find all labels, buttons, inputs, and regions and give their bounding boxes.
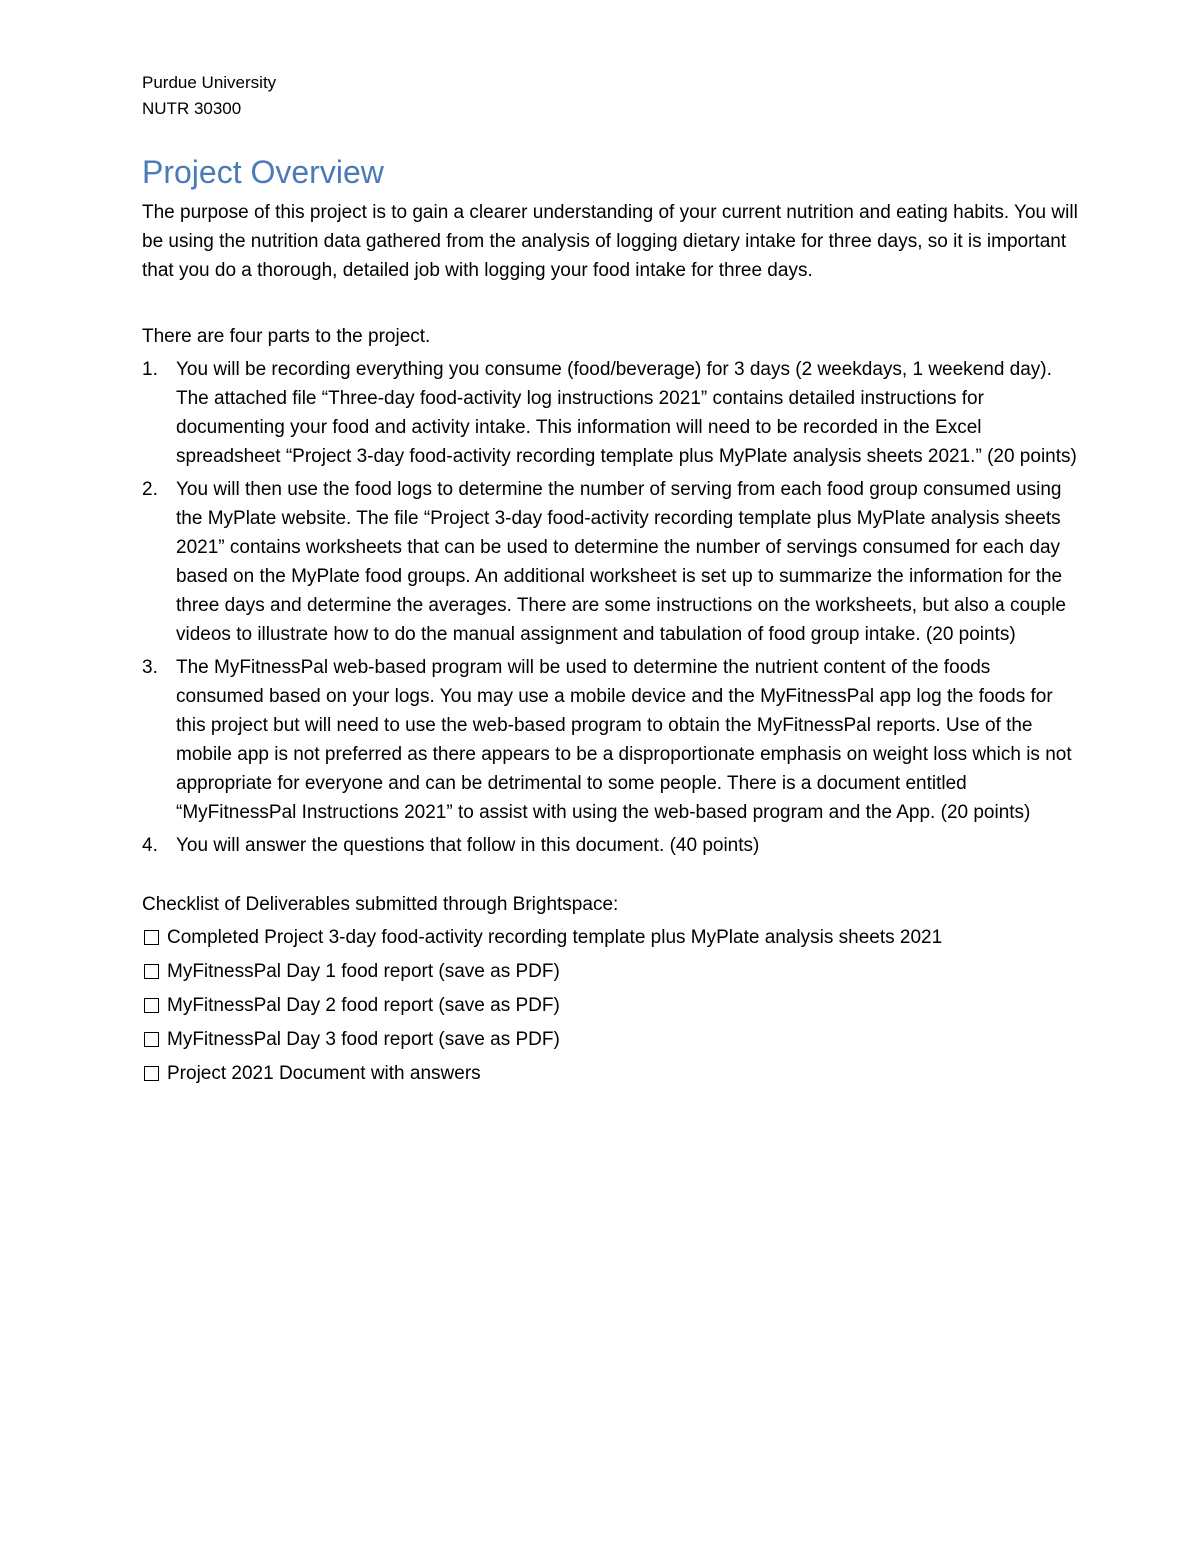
checklist-item [142, 923, 1082, 952]
checklist-item [142, 1059, 1082, 1088]
checklist-item-label: MyFitnessPal Day 3 food report (save as PDF) [167, 1029, 560, 1050]
list-item [142, 653, 1082, 827]
checklist-item [142, 1025, 1082, 1054]
list-item [142, 355, 1082, 471]
checkbox-icon[interactable] [144, 1066, 159, 1081]
checkbox-icon[interactable] [144, 930, 159, 945]
checklist-item-label: MyFitnessPal Day 2 food report (save as PDF) [167, 995, 560, 1016]
list-number: 4. [142, 835, 158, 856]
list-item-text: You will then use the food logs to determine the number of serving from each food group consumed using the MyPlate website. The file “Project 3-day food-activity recording template plus MyPlate analysis sheets 2021” contains worksheets that can be used to determine the number of servings consumed for each day based on the MyPlate food groups. An additional worksheet is set up to summarize the information for the three days and determine the averages. There are some instructions on the worksheets, but also a couple videos to illustrate how to do the manual assignment and tabulation of food group intake. (20 points) [176, 479, 1066, 645]
checklist-item-label: MyFitnessPal Day 1 food report (save as PDF) [167, 961, 560, 982]
list-number: 3. [142, 657, 158, 678]
list-number: 2. [142, 479, 158, 500]
list-item-text: You will be recording everything you consume (food/beverage) for 3 days (2 weekdays, 1 weekend day). The attached file “Three-day food-activity log instructions 2021” contains detailed instructions for documenting your food and activity intake. This information will need to be recorded in the Excel spreadsheet “Project 3-day food-activity recording template plus MyPlate analysis sheets 2021.” (20 points) [176, 359, 1077, 467]
list-item-text: The MyFitnessPal web-based program will be used to determine the nutrient content of the foods consumed based on your logs. You may use a mobile device and the MyFitnessPal app log the foods for this project but will need to use the web-based program to obtain the MyFitnessPal reports. Use of the mobile app is not preferred as there appears to be a disproportionate emphasis on weight loss which is not appropriate for everyone and can be detrimental to some people. There is a document entitled “MyFitnessPal Instructions 2021” to assist with using the web-based program and the App. (20 points) [176, 657, 1072, 823]
list-item-text: You will answer the questions that follow in this document. (40 points) [176, 835, 760, 856]
paragraph-spacer [142, 285, 1082, 322]
intro-paragraph: The purpose of this project is to gain a clearer understanding of your current nutrition and eating habits. You will be using the nutrition data gathered from the analysis of logging dietary intake for three days, so it is important that you do a thorough, detailed job with logging your food intake for three days. [142, 202, 1078, 281]
checkbox-icon[interactable] [144, 1032, 159, 1047]
list-item [142, 831, 1082, 860]
checklist-item-label: Completed Project 3-day food-activity recording template plus MyPlate analysis sheets 2021 [167, 927, 943, 948]
course-code: NUTR 30300 [142, 99, 242, 118]
list-item [142, 475, 1082, 649]
checkbox-icon[interactable] [144, 964, 159, 979]
list-number: 1. [142, 359, 158, 380]
checklist-title: Checklist of Deliverables submitted through Brightspace: [142, 894, 619, 915]
project-parts-list [142, 355, 1082, 860]
checklist-item [142, 991, 1082, 1020]
parts-intro: There are four parts to the project. [142, 326, 431, 347]
checklist-item [142, 957, 1082, 986]
checklist-item-label: Project 2021 Document with answers [167, 1063, 481, 1084]
document-page [142, 70, 1082, 1093]
page-title: Project Overview [142, 154, 384, 190]
institution-name: Purdue University [142, 73, 277, 92]
checkbox-icon[interactable] [144, 998, 159, 1013]
section-spacer [142, 864, 1082, 890]
